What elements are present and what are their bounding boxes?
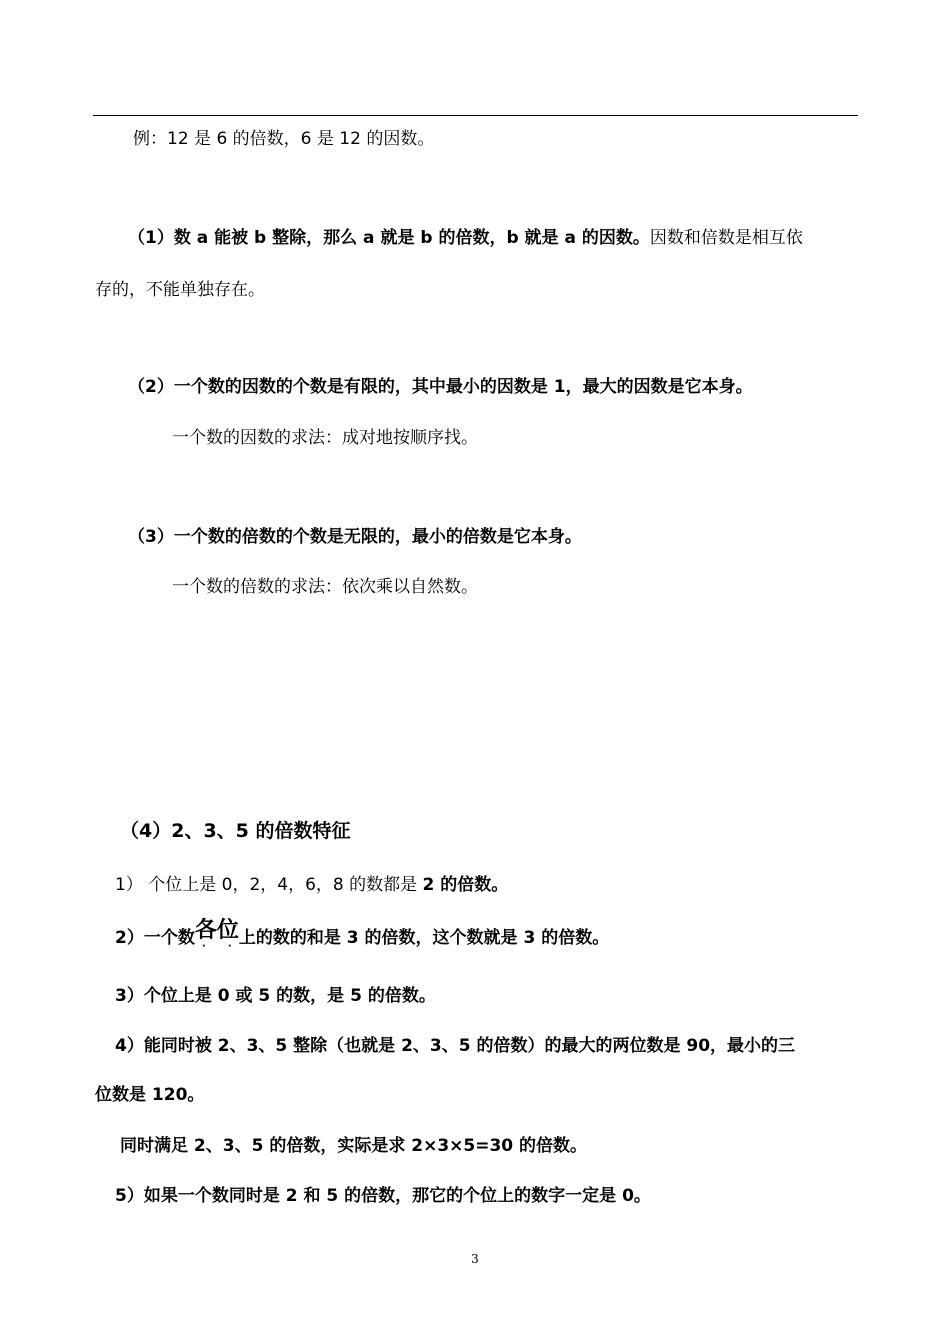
rule2-prefix: 2）一个数 — [115, 928, 195, 948]
rule2 — [115, 918, 610, 952]
rule2-suffix: 上的数的和是 3 的倍数，这个数就是 3 的倍数。 — [238, 928, 610, 948]
rule4-note: 同时满足 2、3、5 的倍数，实际是求 2×3×5=30 的倍数。 — [120, 1136, 588, 1156]
item2-statement: （2）一个数的因数的个数是有限的，其中最小的因数是 1，最大的因数是它本身。 — [128, 377, 753, 397]
page-number: 3 — [471, 1252, 479, 1266]
item1-line2: 存的，不能单独存在。 — [95, 280, 265, 300]
item4-heading: （4）2、3、5 的倍数特征 — [120, 820, 351, 842]
item1-normal: 因数和倍数是相互依 — [649, 228, 803, 248]
rule1-bold: 2 的倍数。 — [422, 875, 509, 895]
header-rule — [93, 115, 858, 116]
item3-method: 一个数的倍数的求法：依次乘以自然数。 — [172, 577, 478, 597]
rule5: 5）如果一个数同时是 2 和 5 的倍数，那它的个位上的数字一定是 0。 — [115, 1186, 651, 1206]
rule4-line1: 4）能同时被 2、3、5 整除（也就是 2、3、5 的倍数）的最大的两位数是 90，最小的三 — [115, 1036, 796, 1056]
rule1-text: 1） 个位上是 0，2，4，6，8 的数都是 — [115, 875, 418, 895]
item2-method: 一个数的因数的求法：成对地按顺序找。 — [172, 428, 478, 448]
item3-statement: （3）一个数的倍数的个数是无限的，最小的倍数是它本身。 — [128, 527, 582, 547]
rule4-line2: 位数是 120。 — [95, 1085, 205, 1105]
item1-bold: （1）数 a 能被 b 整除，那么 a 就是 b 的倍数，b 就是 a 的因数。 — [128, 228, 650, 248]
example-text: 例：12 是 6 的倍数，6 是 12 的因数。 — [133, 129, 435, 149]
rule2-emphasis: 各位 · · — [194, 918, 239, 952]
item1-line1 — [128, 227, 803, 249]
rule1 — [115, 874, 508, 896]
rule3: 3）个位上是 0 或 5 的数，是 5 的倍数。 — [115, 986, 436, 1006]
